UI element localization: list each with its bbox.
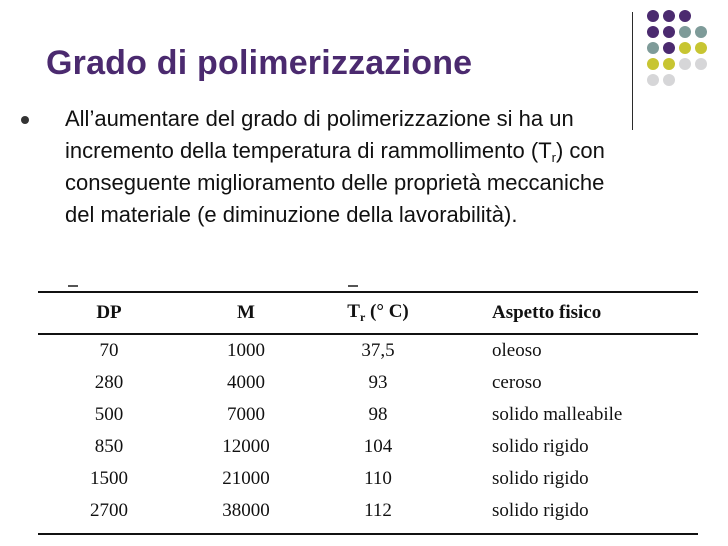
cell-tr: 112 [364, 500, 392, 521]
cell-m: 4000 [227, 372, 265, 393]
header-tr-main: T [347, 301, 360, 322]
cell-dp: 1500 [90, 468, 128, 489]
decorative-dot-icon [679, 74, 691, 86]
cell-aspect: ceroso [492, 372, 542, 393]
polymerization-table [38, 293, 698, 527]
header-tr [312, 293, 444, 334]
bullet-subscript: r [551, 150, 556, 165]
table-row [38, 431, 698, 463]
cell-tr: 110 [364, 468, 392, 489]
slide-title: Grado di polimerizzazione [46, 44, 473, 82]
data-table-container [38, 291, 698, 535]
cell-aspect: solido rigido [492, 500, 589, 521]
decorative-dot-icon [695, 10, 707, 22]
bullet-text [65, 103, 635, 231]
header-tr-sub: r [359, 310, 366, 324]
cell-dp: 280 [94, 372, 124, 393]
scan-mark [348, 285, 358, 287]
table-row [38, 463, 698, 495]
cell-m: 12000 [222, 436, 270, 457]
cell-tr: 37,5 [361, 340, 395, 361]
header-aspect: Aspetto fisico [444, 293, 698, 334]
cell-m: 21000 [222, 468, 270, 489]
table-header-row [38, 293, 698, 334]
cell-tr: 104 [363, 436, 393, 457]
decorative-dot-icon [695, 58, 707, 70]
decorative-dot-icon [647, 74, 659, 86]
decorative-dot-icon [695, 74, 707, 86]
decorative-dot-icon [663, 10, 675, 22]
decorative-dot-icon [679, 26, 691, 38]
decorative-dot-icon [663, 26, 675, 38]
table-row [38, 367, 698, 399]
decorative-dot-icon [679, 10, 691, 22]
cell-m: 1000 [227, 340, 265, 361]
cell-m: 38000 [222, 500, 270, 521]
decorative-dot-icon [695, 26, 707, 38]
decorative-dot-icon [647, 10, 659, 22]
decorative-dot-icon [695, 42, 707, 54]
decorative-dot-icon [647, 26, 659, 38]
cell-aspect: solido malleabile [492, 404, 623, 425]
cell-m: 7000 [227, 404, 265, 425]
decorative-dot-icon [679, 58, 691, 70]
decorative-dot-icon [647, 58, 659, 70]
header-m: M [180, 293, 312, 334]
table-row [38, 334, 698, 367]
scan-artifacts [38, 281, 698, 289]
cell-aspect: solido rigido [492, 468, 589, 489]
bullet-icon [21, 116, 29, 124]
cell-dp: 850 [94, 436, 124, 457]
decorative-dot-grid [645, 8, 709, 88]
cell-dp: 500 [94, 404, 124, 425]
bullet-text-before: All’aumentare del grado di polimerizzazione si ha un incremento della temperatura di rammollimento (T [65, 106, 574, 163]
scan-mark [68, 285, 78, 287]
cell-aspect: solido rigido [492, 436, 589, 457]
bullet-text-after: ) con conseguente miglioramento delle proprietà meccaniche del materiale (e diminuzione della lavorabilità). [65, 138, 605, 227]
cell-dp: 2700 [90, 500, 128, 521]
decorative-dot-icon [679, 42, 691, 54]
table-row [38, 399, 698, 431]
cell-aspect: oleoso [492, 340, 542, 361]
decorative-dot-icon [663, 42, 675, 54]
decorative-dot-icon [663, 58, 675, 70]
decorative-dot-icon [663, 74, 675, 86]
cell-tr: 98 [368, 404, 388, 425]
cell-tr: 93 [368, 372, 388, 393]
table-row [38, 495, 698, 527]
cell-dp: 70 [99, 340, 119, 361]
header-tr-unit: (° C) [365, 301, 409, 322]
header-dp: DP [38, 293, 180, 334]
decorative-dot-icon [647, 42, 659, 54]
